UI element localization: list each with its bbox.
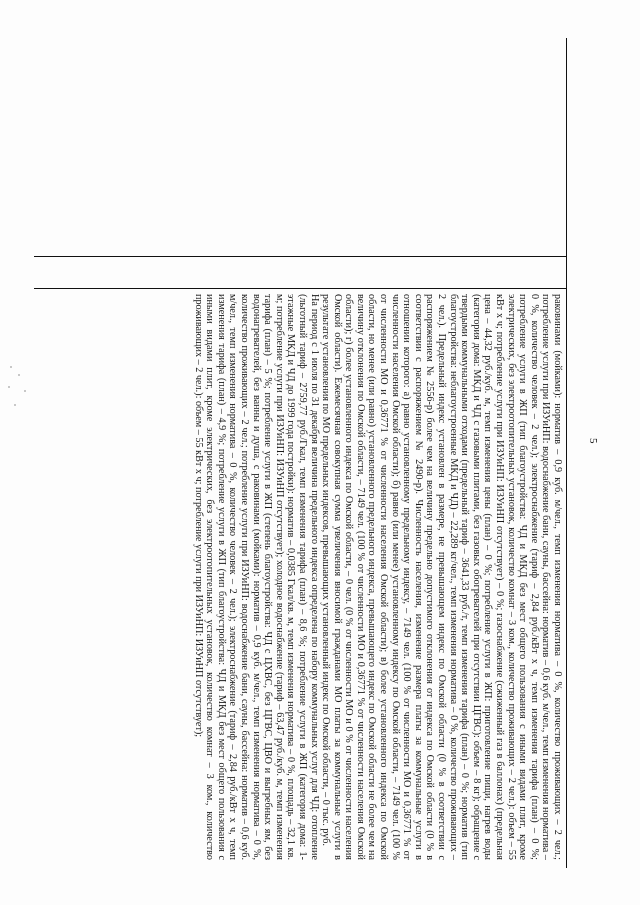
scan-noise	[6, 360, 46, 420]
table-empty-column	[34, 38, 566, 257]
document-table	[34, 38, 567, 868]
rotated-content	[35, 38, 605, 868]
page-number: 5	[587, 437, 599, 443]
paragraph-1: раковинами (мойками): норматив – 0,9 куб. м/чел., темп изменения норматива – 0 %, количество проживающих – 2 чел.; потребление услуги при ИЗУиНП: водоснабжение бани, сауны, бассейна: норматив – 0,6 куб. м/чел., темп изменения норматива – 0 %, количество человек – 2 чел.); электроснабжение (тариф – 2,84 руб./кВт х ч, темп изменения тарифа (план) – 0 %; потребление услуги в ЖП (тип благоустройства: ЧД и МКД без мест общего пользования с иными видами плит, кроме электрических, без электроотопительных установок, количество комнат – 3 ком., количество проживающих – 2 чел.): объем – 55 кВт х ч; потребление услуги при ИЗУиНП: ИЗУиНП отсутствует) – 0 %; газоснабжение (сжиженный газ в баллонах) (предельная цена – 44,32 руб./куб. м, темп изменения цены (план) – 0 %; потребление услуги в ЖП: приготовление пищи, нагрев воды (категория дома: МКД и ЧД с газовыми плитами, без газовых обогревателей при отсутствии ЦГВС): объем – 8 кг); обращение с твердыми коммунальными отходами (предельный тариф – 3641,33 руб./т, темп изменения тарифа (план) – 0 %; норматив (тип благоустройства: неблагоустроенные МКД и ЧД) – 22,289 кг/чел., темп изменения норматива – 0 %, количество проживающих – 2 чел.). Предельный индекс установлен в размере, не превышающем индекс по Омской области (0 % в соответствии с распоряжением № 2556-р) более чем на величину предельно допустимого отклонения от индекса по Омской области (0 % в соответствии с распоряжением № 2490-р). Численность населения, изменение размера платы за коммунальные услуги в отношении которого: а) равно установленному предельному индексу, – 7149 чел. (100 % от численности МО и 0,36771 % от численности населения Омской области); б) равно (или менее) установленному индексу по Омской области, – 7149 чел. (100 % от численности МО и 0,36771 % от численности населения Омской области); в) более установленного индекса по Омской области, но менее (или равно) установленного предельного индекса, превышающего индекс по Омской области не более чем на величину отклонения по Омской области, – 7149 чел. (100 % от численности МО и 0,36771 % от численности населения Омской области); г) более установленного индекса по Омской области, – 0 чел. (0 % от численности МО и 0 % от численности населения Омской области). Ежемесячная совокупная сумма увеличения вносимой гражданами МО платы за коммунальные услуги в результате установления по МО предельных индексов, превышающих установленный индекс по Омской области, – 0 тыс. руб.	[320, 293, 563, 860]
table-left-columns	[34, 38, 566, 289]
paragraph-2: На период с 1 июля по 31 декабря величина предельного индекса определена по набору коммунальных услуг для ЧД: отопление (льготный тариф – 2759,77 руб./Гкал, темп изменения тарифа (план) – 8,6 %; потребление услуги в ЖП (категория дома: 1-этажные МКД и ЧД до 1999 года постройки): норматив – 0,0385 Гкал/кв. м, темп изменения норматива – 0 %, площадь – 32,1 кв. м; потребление услуги при ИЗУиНП: ИЗУиНП отсутствует); холодное водоснабжение (тариф – 63,47 руб./куб. м, темп изменения тарифа (план) – 5 %; потребление услуги в ЖП (степень благоустройства: ЧД с ЦХВС, без ЦГВС, ЦВО и выгребных ям, без водонагревателей, без ванны и душа, с раковинами (мойками): норматив – 0,9 куб. м/чел., темп изменения норматива – 0 %, количество проживающих – 2 чел.; потребление услуги при ИЗУиНП: водоснабжение бани, сауны, бассейна: норматив – 0,6 куб. м/чел., темп изменения норматива – 0 %, количество человек – 2 чел.); электроснабжение (тариф – 2,84 руб./кВт х ч, темп изменения тарифа (план) – 4,9 %; потребление услуги в ЖП (тип благоустройства: ЧД и МКД без мест общего пользования с иными видами плит, кроме электрических, без электроотопительных установок, количество комнат – 3 ком., количество проживающих – 2 чел.): объем – 55 кВт х ч; потребление услуги при ИЗУиНП: ИЗУиНП отсутствует);	[192, 293, 320, 860]
table-text-column	[34, 290, 566, 864]
